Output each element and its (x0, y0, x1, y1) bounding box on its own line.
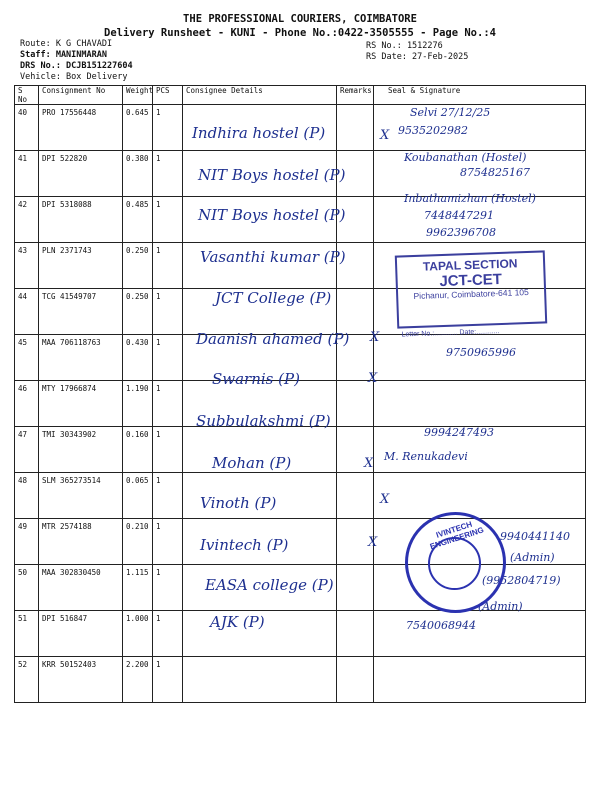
cell-weight: 1.115 (123, 565, 153, 611)
cell-consignment: PRO 17556448 (39, 105, 123, 151)
cell-weight: 0.210 (123, 519, 153, 565)
tapal-section-stamp (395, 250, 547, 339)
cell-sno: 41 (15, 151, 39, 197)
col-header: Remarks (337, 86, 374, 105)
handwritten-consignee: Vasanthi kumar (P) (200, 248, 346, 266)
remark-mark: X (380, 128, 390, 143)
company-title: THE PROFESSIONAL COURIERS, COIMBATORE (183, 13, 417, 25)
cell-pcs: 1 (153, 611, 183, 657)
cell-signature (374, 657, 586, 703)
cell-signature (374, 473, 586, 519)
cell-weight: 0.065 (123, 473, 153, 519)
cell-sno: 49 (15, 519, 39, 565)
cell-consignment: KRR 50152403 (39, 657, 123, 703)
cell-signature (374, 611, 586, 657)
cell-pcs: 1 (153, 657, 183, 703)
cell-sno: 47 (15, 427, 39, 473)
signature-text: (Admin) (478, 600, 523, 613)
cell-weight: 0.380 (123, 151, 153, 197)
cell-remarks (337, 611, 374, 657)
cell-sno: 42 (15, 197, 39, 243)
cell-pcs: 1 (153, 519, 183, 565)
signature-text: (Admin) (510, 551, 555, 564)
cell-consignment: TCG 41549707 (39, 289, 123, 335)
stamp-line-3: Pichanur, Coimbatore-641 105 (413, 286, 529, 302)
cell-consignment: MAA 302830450 (39, 565, 123, 611)
signature-text: 7540068944 (406, 619, 476, 632)
handwritten-consignee: EASA college (P) (205, 576, 334, 594)
table-header-row (15, 86, 586, 105)
handwritten-consignee: Mohan (P) (212, 454, 292, 472)
cell-weight: 0.645 (123, 105, 153, 151)
cell-pcs: 1 (153, 289, 183, 335)
cell-pcs: 1 (153, 151, 183, 197)
handwritten-consignee: AJK (P) (210, 613, 265, 631)
seal-inner-circle (428, 537, 481, 590)
seal-ring-text: IVINTECH ENGINEERING (428, 519, 485, 552)
signature-text: M. Renukadevi (384, 450, 468, 463)
handwritten-consignee: NIT Boys hostel (P) (198, 206, 346, 224)
cell-consignment: SLM 365273514 (39, 473, 123, 519)
cell-pcs: 1 (153, 381, 183, 427)
signature-text: 9940441140 (500, 530, 570, 543)
signature-text: 8754825167 (460, 166, 530, 179)
signature-text: 9994247493 (424, 426, 494, 439)
handwritten-consignee: NIT Boys hostel (P) (198, 166, 346, 184)
cell-weight: 0.250 (123, 243, 153, 289)
col-header: Weight (123, 86, 153, 105)
cell-consignment: MAA 706118763 (39, 335, 123, 381)
signature-text: 9962396708 (426, 226, 496, 239)
runsheet-subtitle: Delivery Runsheet - KUNI - Phone No.:0422-3505555 - Page No.:4 (104, 27, 496, 39)
cell-sno: 43 (15, 243, 39, 289)
company-seal (405, 512, 506, 613)
table-row (15, 611, 586, 657)
stamp-line-1: TAPAL SECTION (422, 256, 518, 274)
col-header: PCS (153, 86, 183, 105)
cell-sno: 52 (15, 657, 39, 703)
cell-remarks (337, 657, 374, 703)
cell-remarks (337, 289, 374, 335)
remark-mark: X (370, 330, 380, 345)
cell-signature (374, 381, 586, 427)
cell-pcs: 1 (153, 105, 183, 151)
cell-remarks (337, 381, 374, 427)
drs-label: DRS No.: DCJB151227604 (20, 61, 133, 71)
table-row (15, 657, 586, 703)
table-row (15, 473, 586, 519)
cell-sno: 44 (15, 289, 39, 335)
handwritten-consignee: Subbulakshmi (P) (196, 412, 331, 430)
cell-pcs: 1 (153, 243, 183, 289)
handwritten-consignee: Indhira hostel (P) (192, 124, 326, 142)
signature-text: 7448447291 (424, 209, 494, 222)
cell-pcs: 1 (153, 473, 183, 519)
signature-text: 9535202982 (398, 124, 468, 137)
handwritten-consignee: JCT College (P) (215, 289, 332, 307)
cell-weight: 0.485 (123, 197, 153, 243)
cell-weight: 0.430 (123, 335, 153, 381)
cell-consignment: MTY 17966874 (39, 381, 123, 427)
col-header: S No (15, 86, 39, 105)
cell-sno: 51 (15, 611, 39, 657)
stamp-line-2: JCT-CET (439, 270, 503, 291)
handwritten-consignee: Daanish ahamed (P) (196, 330, 350, 348)
cell-weight: 0.160 (123, 427, 153, 473)
stamp-line-4: Letter No.:............ Date:............ (401, 328, 500, 339)
cell-sno: 46 (15, 381, 39, 427)
cell-weight: 0.250 (123, 289, 153, 335)
cell-pcs: 1 (153, 197, 183, 243)
cell-remarks (337, 565, 374, 611)
cell-consignment: DPI 516847 (39, 611, 123, 657)
cell-sno: 48 (15, 473, 39, 519)
cell-sno: 40 (15, 105, 39, 151)
handwritten-consignee: Swarnis (P) (212, 370, 300, 388)
cell-remarks (337, 105, 374, 151)
remark-mark: X (368, 535, 378, 550)
signature-text: Koubanathan (Hostel) (404, 151, 527, 164)
cell-weight: 1.190 (123, 381, 153, 427)
handwritten-consignee: Vinoth (P) (200, 494, 277, 512)
rs-no-label: RS No.: 1512276 (366, 41, 443, 51)
signature-text: (9952804719) (482, 574, 561, 587)
signature-text: Selvi 27/12/25 (410, 106, 491, 119)
cell-consignment: DPI 522820 (39, 151, 123, 197)
cell-weight: 2.200 (123, 657, 153, 703)
cell-sno: 45 (15, 335, 39, 381)
signature-text: 9750965996 (446, 346, 516, 359)
remark-mark: X (380, 492, 390, 507)
cell-pcs: 1 (153, 565, 183, 611)
cell-consignment: DPI 5318088 (39, 197, 123, 243)
cell-sno: 50 (15, 565, 39, 611)
cell-remarks (337, 473, 374, 519)
cell-consignment: PLN 2371743 (39, 243, 123, 289)
cell-pcs: 1 (153, 335, 183, 381)
route-label: Route: K G CHAVADI (20, 39, 113, 49)
signature-text: Inbathamizhan (Hostel) (404, 192, 536, 205)
vehicle-label: Vehicle: Box Delivery (20, 72, 128, 82)
cell-consignment: TMI 30343902 (39, 427, 123, 473)
col-header: Consignee Details (183, 86, 337, 105)
cell-consignment: MTR 2574188 (39, 519, 123, 565)
cell-pcs: 1 (153, 427, 183, 473)
cell-weight: 1.000 (123, 611, 153, 657)
remark-mark: X (368, 371, 378, 386)
table-row (15, 427, 586, 473)
meta-left (20, 39, 133, 83)
cell-consignee (183, 657, 337, 703)
handwritten-consignee: Ivintech (P) (200, 536, 289, 554)
rs-date-label: RS Date: 27-Feb-2025 (366, 52, 469, 62)
meta-right (366, 41, 468, 63)
col-header: Seal & Signature (374, 86, 586, 105)
col-header: Consignment No (39, 86, 123, 105)
staff-label: Staff: MANINMARAN (20, 50, 107, 60)
remark-mark: X (364, 456, 374, 471)
